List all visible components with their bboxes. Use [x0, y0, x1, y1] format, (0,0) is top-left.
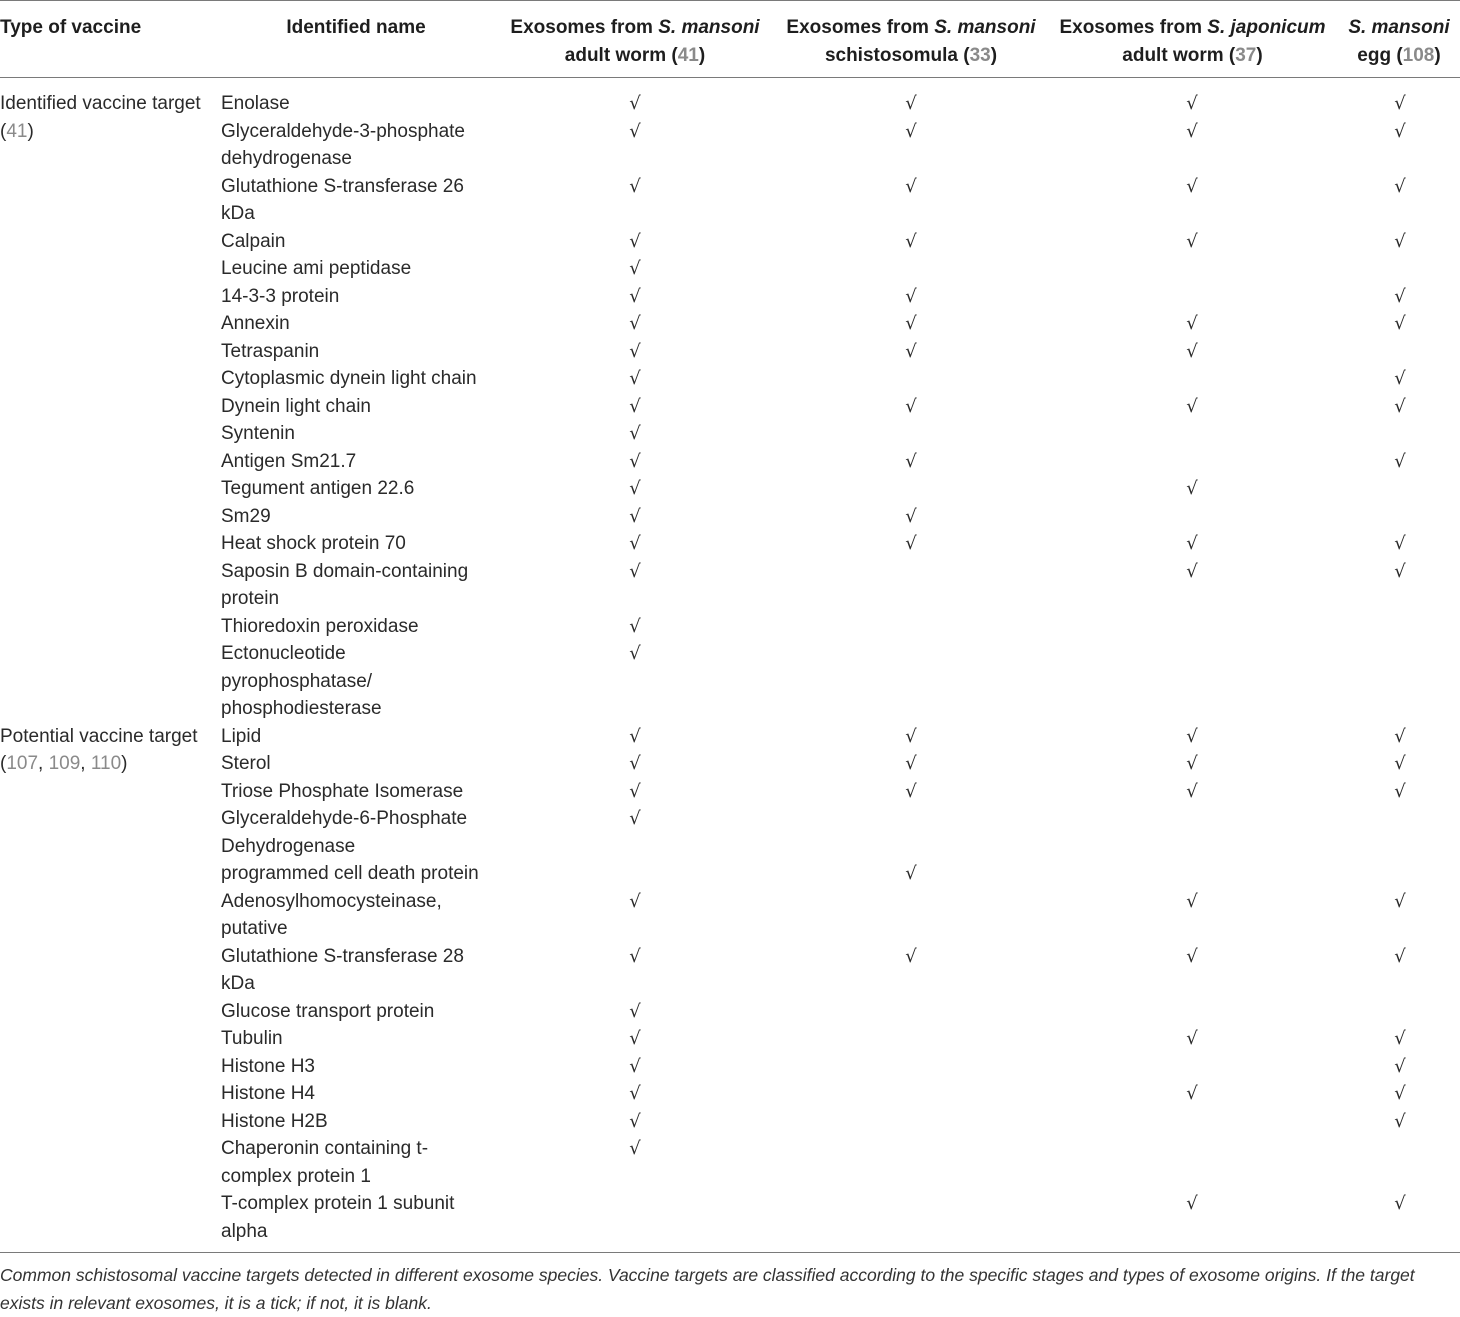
tick-mark: √ [1394, 93, 1406, 114]
table-row [0, 173, 1460, 228]
vaccine-type-label: Identified vaccine target (41) [0, 93, 201, 142]
tick-mark: √ [1394, 368, 1406, 389]
tick-mark: √ [1394, 1110, 1406, 1132]
tick-mark: √ [1186, 230, 1198, 252]
tick-mark: √ [629, 93, 641, 114]
tick-mark: √ [629, 258, 641, 279]
tick-mark: √ [629, 1110, 641, 1132]
tick-mark: √ [629, 230, 641, 252]
identified-name-cell: Glyceraldehyde-6-Phosphate Dehydrogenase [221, 808, 468, 857]
table-row [0, 1190, 1460, 1245]
identified-name-cell: Glutathione S-transferase 28 kDa [221, 945, 464, 994]
tick-mark: √ [905, 753, 917, 774]
tick-mark: √ [1394, 1083, 1406, 1104]
tick-mark: √ [905, 120, 917, 142]
tick-mark: √ [1394, 725, 1406, 747]
identified-name-cell: Heat shock protein 70 [221, 533, 406, 554]
table-row [0, 90, 1460, 142]
tick-mark: √ [1394, 753, 1406, 774]
tick-mark: √ [629, 643, 641, 664]
table-row [0, 805, 1460, 860]
identified-name-cell: T-complex protein 1 subunit alpha [221, 1193, 455, 1242]
tick-mark: √ [1394, 285, 1406, 307]
identified-name-cell: Glyceraldehyde-3-phosphate dehydrogenase [221, 120, 465, 169]
identified-name-cell: Dynein light chain [221, 395, 371, 417]
identified-name-cell: Glutathione S-transferase 26 kDa [221, 175, 464, 224]
tick-mark: √ [629, 615, 641, 637]
identified-name-cell: Chaperonin containing t-complex protein 1 [221, 1138, 429, 1187]
table-row [0, 558, 1460, 613]
table-row [0, 530, 1460, 558]
tick-mark: √ [1394, 1055, 1406, 1077]
tick-mark: √ [629, 1028, 641, 1049]
tick-mark: √ [1394, 945, 1406, 967]
identified-name-cell: Histone H4 [221, 1083, 315, 1104]
tick-mark: √ [629, 945, 641, 967]
tick-mark: √ [905, 863, 917, 884]
tick-mark: √ [629, 368, 641, 389]
table-row [0, 998, 1460, 1026]
tick-mark: √ [629, 533, 641, 554]
tick-mark: √ [1394, 533, 1406, 554]
tick-mark: √ [905, 725, 917, 747]
header-ref: 37 [1235, 45, 1257, 66]
tick-mark: √ [1394, 450, 1406, 472]
table-body [0, 90, 1460, 1245]
tick-mark: √ [905, 533, 917, 554]
tick-mark: √ [1394, 175, 1406, 197]
identified-name-cell: Lipid [221, 725, 262, 747]
tick-mark: √ [905, 505, 917, 527]
tick-mark: √ [629, 175, 641, 197]
identified-name-cell: Saposin B domain-containing protein [221, 560, 469, 609]
table-row [0, 118, 1460, 173]
table-row [0, 1080, 1460, 1108]
identified-name-cell: Sm29 [221, 505, 271, 527]
identified-name-cell: Enolase [221, 93, 290, 114]
identified-name-cell: 14-3-3 protein [221, 285, 340, 307]
tick-mark: √ [905, 93, 917, 114]
vaccine-type-label: Potential vaccine target (107, 109, 110) [0, 725, 198, 774]
tick-mark: √ [1186, 313, 1198, 334]
tick-mark: √ [1394, 780, 1406, 802]
table-row [0, 228, 1460, 256]
header-ref: 108 [1402, 45, 1435, 66]
tick-mark: √ [629, 753, 641, 774]
tick-mark: √ [629, 478, 641, 499]
identified-name-cell: Syntenin [221, 423, 295, 444]
table-row [0, 1108, 1460, 1136]
identified-name-cell: Leucine ami peptidase [221, 258, 412, 279]
tick-mark: √ [629, 808, 641, 829]
tick-mark: √ [629, 780, 641, 802]
table-row [0, 1135, 1460, 1190]
identified-name-cell: Adenosylhomocysteinase, putative [221, 890, 442, 939]
table-row [0, 778, 1460, 806]
identified-name-cell: Annexin [221, 313, 290, 334]
table-row [0, 365, 1460, 393]
reference-number: 109 [48, 753, 81, 774]
tick-mark: √ [1186, 1028, 1198, 1049]
tick-mark: √ [1186, 120, 1198, 142]
reference-number: 110 [90, 753, 122, 774]
tick-mark: √ [1186, 753, 1198, 774]
tick-mark: √ [1394, 120, 1406, 142]
tick-mark: √ [1186, 560, 1198, 582]
table-row [0, 640, 1460, 723]
tick-mark: √ [1186, 340, 1198, 362]
tick-mark: √ [1394, 1028, 1406, 1049]
tick-mark: √ [629, 890, 641, 912]
table-row [0, 888, 1460, 943]
tick-mark: √ [905, 230, 917, 252]
tick-mark: √ [1394, 230, 1406, 252]
tick-mark: √ [905, 780, 917, 802]
tick-mark: √ [629, 1000, 641, 1022]
identified-name-cell: Histone H3 [221, 1055, 315, 1077]
table-row [0, 943, 1460, 998]
identified-name-cell: Thioredoxin peroxidase [221, 615, 419, 637]
tick-mark: √ [1186, 945, 1198, 967]
identified-name-cell: Tetraspanin [221, 340, 320, 362]
tick-mark: √ [1186, 175, 1198, 197]
tick-mark: √ [1186, 780, 1198, 802]
header-exosomes-sm-adult-worm: Exosomes from S. mansoni adult worm (41) [510, 17, 760, 66]
header-ref: 41 [677, 45, 699, 66]
table-row [0, 503, 1460, 531]
table-row [0, 448, 1460, 476]
identified-name-cell: Histone H2B [221, 1110, 328, 1132]
tick-mark: √ [905, 945, 917, 967]
table-row [0, 393, 1460, 421]
tick-mark: √ [905, 175, 917, 197]
table-row [0, 420, 1460, 448]
tick-mark: √ [629, 285, 641, 307]
tick-mark: √ [1186, 478, 1198, 499]
table-row [0, 255, 1460, 283]
table-caption: Common schistosomal vaccine targets detected in different exosome species. Vaccine targets are classified according to the specific stages and types of exosome origins. If the target exists in relevant exosomes, it is a tick; if not, it is blank. [0, 1265, 1415, 1313]
identified-name-cell: Glucose transport protein [221, 1000, 435, 1022]
tick-mark: √ [629, 725, 641, 747]
tick-mark: √ [1394, 395, 1406, 417]
table-row [0, 475, 1460, 503]
tick-mark: √ [1186, 890, 1198, 912]
table-row [0, 750, 1460, 778]
table-row [0, 1053, 1460, 1081]
header-exosomes-sj-adult-worm: Exosomes from S. japonicum adult worm (37) [1059, 17, 1326, 66]
tick-mark: √ [629, 505, 641, 527]
tick-mark: √ [629, 1055, 641, 1077]
table-row [0, 860, 1460, 888]
reference-number: 107 [6, 753, 39, 774]
tick-mark: √ [905, 450, 917, 472]
tick-mark: √ [1186, 1083, 1198, 1104]
tick-mark: √ [629, 560, 641, 582]
tick-mark: √ [629, 313, 641, 334]
identified-name-cell: Triose Phosphate Isomerase [221, 780, 464, 802]
identified-name-cell: Antigen Sm21.7 [221, 450, 357, 472]
header-ref: 33 [969, 45, 991, 66]
tick-mark: √ [1186, 533, 1198, 554]
table-row [0, 1025, 1460, 1053]
identified-name-cell: Sterol [221, 753, 271, 774]
identified-name-cell: Ectonucleotide pyrophosphatase/ phosphodiesterase [221, 643, 382, 719]
identified-name-cell: Calpain [221, 230, 286, 252]
table-row [0, 283, 1460, 311]
tick-mark: √ [1394, 890, 1406, 912]
table-top-rule [0, 0, 1460, 1]
header-type-of-vaccine: Type of vaccine [0, 17, 142, 38]
tick-mark: √ [629, 120, 641, 142]
header-divider-rule [0, 77, 1460, 78]
tick-mark: √ [1394, 313, 1406, 334]
reference-number: 41 [6, 120, 28, 142]
tick-mark: √ [629, 395, 641, 417]
tick-mark: √ [629, 1138, 641, 1159]
tick-mark: √ [1186, 93, 1198, 114]
tick-mark: √ [905, 395, 917, 417]
header-sm-egg: S. mansoni egg (108) [1348, 17, 1450, 66]
tick-mark: √ [1186, 725, 1198, 747]
identified-name-cell: Tubulin [221, 1028, 283, 1049]
header-exosomes-sm-schistosomula: Exosomes from S. mansoni schistosomula (33) [786, 17, 1036, 66]
identified-name-cell: Cytoplasmic dynein light chain [221, 368, 477, 389]
tick-mark: √ [905, 340, 917, 362]
table-bottom-rule [0, 1252, 1460, 1253]
identified-name-cell: Tegument antigen 22.6 [221, 478, 415, 499]
tick-mark: √ [629, 340, 641, 362]
tick-mark: √ [629, 423, 641, 444]
tick-mark: √ [629, 1083, 641, 1104]
tick-mark: √ [1394, 1193, 1406, 1214]
tick-mark: √ [905, 313, 917, 334]
tick-mark: √ [629, 450, 641, 472]
tick-mark: √ [1186, 1193, 1198, 1214]
header-identified-name: Identified name [286, 17, 426, 38]
tick-mark: √ [905, 285, 917, 307]
table-row [0, 310, 1460, 338]
tick-mark: √ [1394, 560, 1406, 582]
table-row [0, 338, 1460, 366]
identified-name-cell: programmed cell death protein [221, 863, 479, 884]
table-row [0, 613, 1460, 641]
tick-mark: √ [1186, 395, 1198, 417]
